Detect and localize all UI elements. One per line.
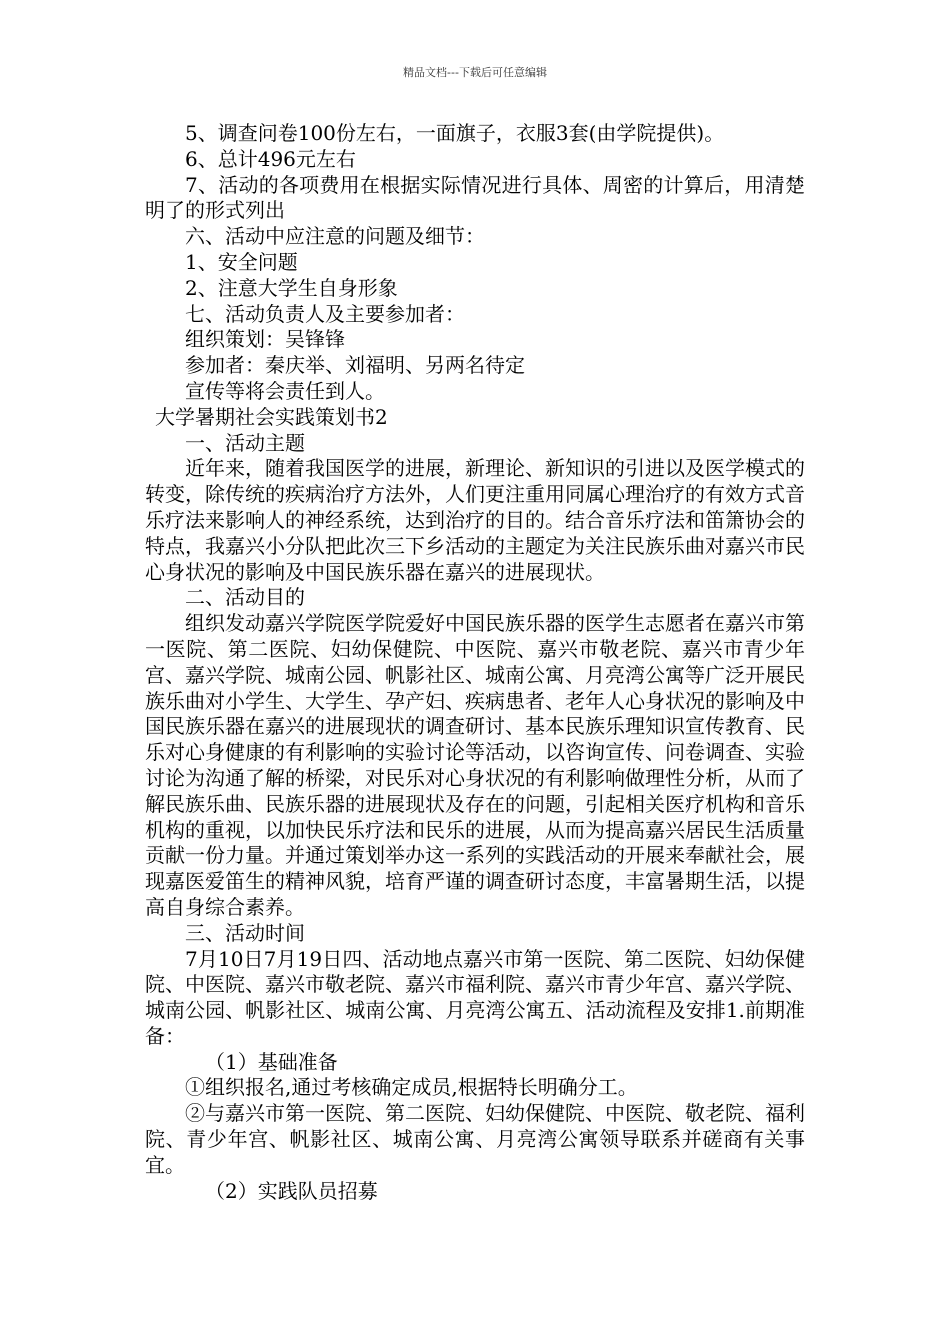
paragraph: 近年来，随着我国医学的进展，新理论、新知识的引进以及医学模式的转变，除传统的疾病治疗方法外，人们更注重用同属心理治疗的有效方式音乐疗法来影响人的神经系统，达到治疗的目的。结合音乐疗法和笛箫协会的特点，我嘉兴小分队把此次三下乡活动的主题定为关注民族乐曲对嘉兴市民心身状况的影响及中国民族乐器在嘉兴的进展现状。 [145, 456, 805, 584]
section-heading: 七、活动负责人及主要参加者： [185, 301, 465, 326]
page-header: 精品文档---下载后可任意编辑 [403, 66, 547, 79]
section-heading: 六、活动中应注意的问题及细节： [185, 224, 485, 249]
paragraph: 组织发动嘉兴学院医学院爱好中国民族乐器的医学生志愿者在嘉兴市第一医院、第二医院、妇幼保健院、中医院、嘉兴市敬老院、嘉兴市青少年宫、嘉兴学院、城南公园、帆影社区、城南公寓、月亮湾公寓等广泛开展民族乐曲对小学生、大学生、孕产妇、疾病患者、老年人心身状况的影响及中国民族乐器在嘉兴的进展现状的调查研讨、基本民族乐理知识宣传教育、民乐对心身健康的有利影响的实验讨论等活动，以咨询宣传、问卷调查、实验讨论为沟通了解的桥梁，对民乐对心身状况的有利影响做理性分析，从而了解民族乐曲、民族乐器的进展现状及存在的问题，引起相关医疗机构和音乐机构的重视，以加快民乐疗法和民乐的进展，从而为提高嘉兴居民生活质量贡献一份力量。并通过策划举办这一系列的实践活动的开展来奉献社会，展现嘉医爱笛生的精神风貌，培育严谨的调查研讨态度，丰富暑期生活，以提高自身综合素养。 [145, 611, 805, 919]
section-heading: 一、活动主题 [185, 430, 305, 455]
paragraph: 2、注意大学生自身形象 [185, 275, 398, 300]
paragraph: 7、活动的各项费用在根据实际情况进行具体、周密的计算后，用清楚明了的形式列出 [145, 172, 805, 223]
paragraph: 7月10日7月19日四、活动地点嘉兴市第一医院、第二医院、妇幼保健院、中医院、嘉兴市敬老院、嘉兴市福利院、嘉兴市青少年宫、嘉兴学院、城南公园、帆影社区、城南公寓、月亮湾公寓五、活动流程及安排1.前期准备： [145, 946, 805, 1048]
section-heading: 二、活动目的 [185, 585, 305, 610]
paragraph: 组织策划：吴锋锋 [185, 327, 345, 352]
sub-heading: （1）基础准备 [205, 1049, 338, 1074]
document-title: 大学暑期社会实践策划书2 [155, 404, 388, 429]
paragraph: 参加者：秦庆举、刘福明、另两名待定 [185, 353, 525, 378]
paragraph: 6、总计496元左右 [185, 146, 356, 171]
list-item: ①组织报名,通过考核确定成员,根据特长明确分工。 [185, 1075, 638, 1100]
sub-heading: （2）实践队员招募 [205, 1178, 378, 1203]
paragraph: 1、安全问题 [185, 249, 298, 274]
paragraph: 宣传等将会责任到人。 [185, 378, 385, 403]
list-item: ②与嘉兴市第一医院、第二医院、妇幼保健院、中医院、敬老院、福利院、青少年宫、帆影社区、城南公寓、月亮湾公寓领导联系并磋商有关事宜。 [145, 1101, 805, 1177]
section-heading: 三、活动时间 [185, 920, 305, 945]
paragraph: 5、调查问卷100份左右，一面旗子，衣服3套(由学院提供)。 [185, 121, 725, 145]
document-body [145, 121, 805, 1204]
